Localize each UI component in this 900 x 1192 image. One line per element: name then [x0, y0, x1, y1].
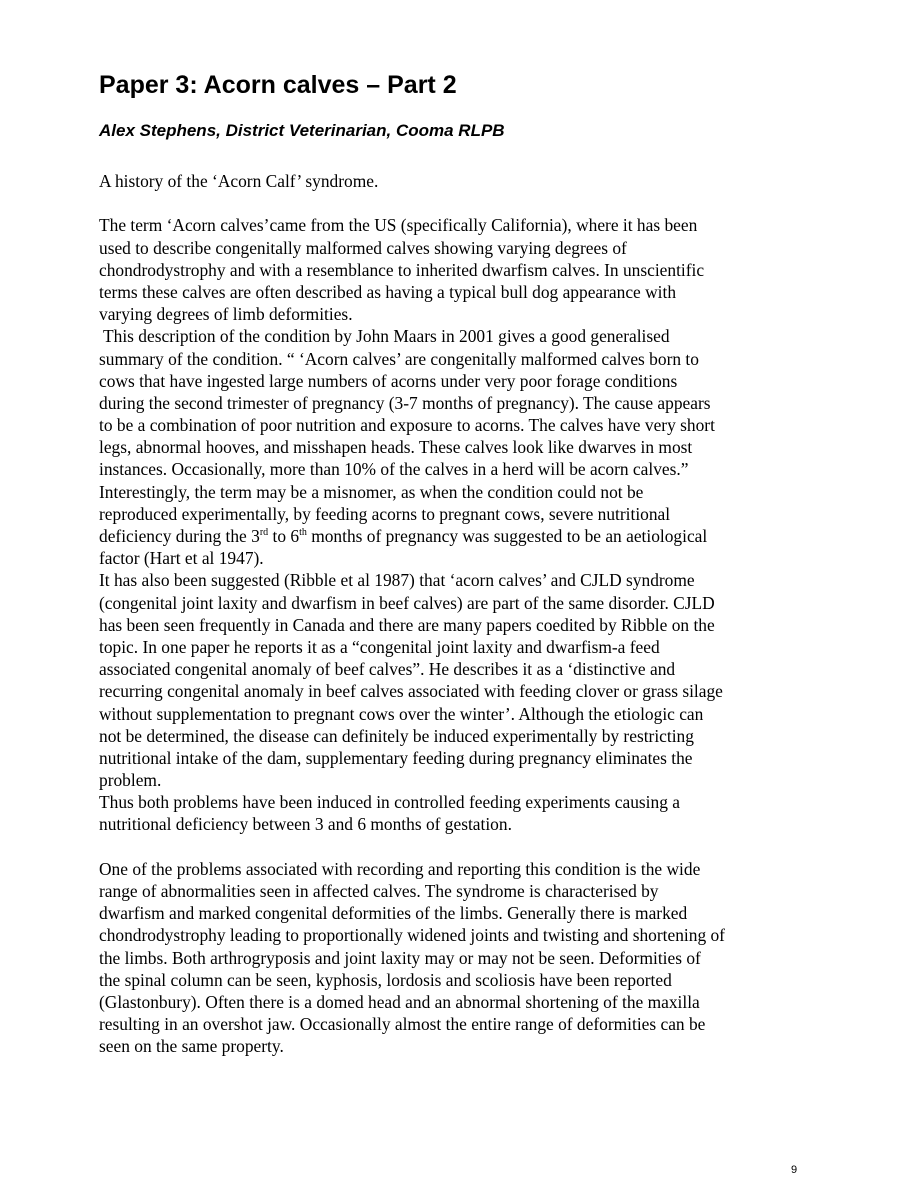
text-line: not be determined, the disease can definitely be induced experimentally by restricting — [99, 725, 694, 746]
text-line: varying degrees of limb deformities. — [99, 304, 353, 325]
text-line: Thus both problems have been induced in controlled feeding experiments causing a — [99, 792, 680, 813]
text-line: factor (Hart et al 1947). — [99, 548, 264, 569]
text-run: months of pregnancy was suggested to be an aetiological — [306, 526, 708, 546]
page-number: 9 — [791, 1164, 798, 1176]
intro-line: A history of the ‘Acorn Calf’ syndrome. — [99, 171, 379, 191]
text-line: terms these calves are often described as having a typical bull dog appearance with — [99, 281, 677, 302]
text-line: The term ‘Acorn calves’came from the US (specifically California), where it has been — [99, 215, 698, 236]
text-line: problem. — [99, 770, 162, 791]
paragraph-abnormalities — [99, 858, 814, 1058]
text-line: to be a combination of poor nutrition and exposure to acorns. The calves have very short — [99, 415, 715, 436]
text-line-with-superscripts — [99, 525, 814, 547]
text-line: nutritional deficiency between 3 and 6 months of gestation. — [99, 814, 512, 835]
text-line: reproduced experimentally, by feeding acorns to pregnant cows, severe nutritional — [99, 503, 671, 524]
text-line: cows that have ingested large numbers of acorns under very poor forage conditions — [99, 370, 678, 391]
text-line: nutritional intake of the dam, supplementary feeding during pregnancy eliminates the — [99, 747, 693, 768]
text-line: the limbs. Both arthrogryposis and joint laxity may or may not be seen. Deformities of — [99, 947, 701, 968]
text-line: It has also been suggested (Ribble et al 1987) that ‘acorn calves’ and CJLD syndrome — [99, 570, 695, 591]
superscript: rd — [259, 527, 269, 538]
text-line: chondrodystrophy leading to proportionally widened joints and twisting and shortening of — [99, 925, 725, 946]
text-line: has been seen frequently in Canada and there are many papers coedited by Ribble on the — [99, 614, 715, 635]
text-line: range of abnormalities seen in affected calves. The syndrome is characterised by — [99, 881, 659, 901]
text-line: instances. Occasionally, more than 10% of the calves in a herd will be acorn calves.” — [99, 459, 689, 480]
text-line: recurring congenital anomaly in beef calves associated with feeding clover or grass silage — [99, 681, 723, 702]
text-line: One of the problems associated with recording and reporting this condition is the wide — [99, 858, 701, 879]
text-line: the spinal column can be seen, kyphosis, lordosis and scoliosis have been reported — [99, 969, 672, 990]
text-line: (Glastonbury). Often there is a domed head and an abnormal shortening of the maxilla — [99, 991, 700, 1012]
text-line: dwarfism and marked congenital deformities of the limbs. Generally there is marked — [99, 903, 688, 924]
paragraph-gap — [99, 192, 814, 214]
text-line: chondrodystrophy and with a resemblance to inherited dwarfism calves. In unscientific — [99, 259, 705, 280]
text-line: during the second trimester of pregnancy (3-7 months of pregnancy). The cause appears — [99, 392, 711, 413]
text-line: resulting in an overshot jaw. Occasionally almost the entire range of deformities can be — [99, 1014, 706, 1035]
text-line: used to describe congenitally malformed calves showing varying degrees of — [99, 237, 627, 258]
text-run: to 6 — [268, 526, 300, 546]
superscript: th — [299, 527, 307, 538]
text-line: Interestingly, the term may be a misnomer, as when the condition could not be — [99, 481, 644, 502]
text-line: (congenital joint laxity and dwarfism in beef calves) are part of the same disorder. CJLD — [99, 592, 715, 613]
paragraph-gap — [99, 836, 814, 858]
text-line: legs, abnormal hooves, and misshapen heads. These calves look like dwarves in most — [99, 437, 693, 458]
body-text — [99, 170, 814, 1058]
author-line: Alex Stephens, District Veterinarian, Cooma RLPB — [99, 121, 505, 140]
text-line: topic. In one paper he reports it as a “congenital joint laxity and dwarfism-a feed — [99, 636, 660, 657]
text-line: This description of the condition by John Maars in 2001 gives a good generalised — [99, 326, 670, 347]
text-line: seen on the same property. — [99, 1036, 284, 1057]
text-run: deficiency during the 3 — [99, 526, 260, 546]
text-line: without supplementation to pregnant cows over the winter’. Although the etiologic can — [99, 703, 704, 724]
text-line: associated congenital anomaly of beef calves”. He describes it as a ‘distinctive and — [99, 659, 676, 680]
text-line: summary of the condition. “ ‘Acorn calves’ are congenitally malformed calves born to — [99, 348, 699, 369]
paper-title: Paper 3: Acorn calves – Part 2 — [99, 71, 457, 99]
paragraph-history — [99, 214, 814, 835]
